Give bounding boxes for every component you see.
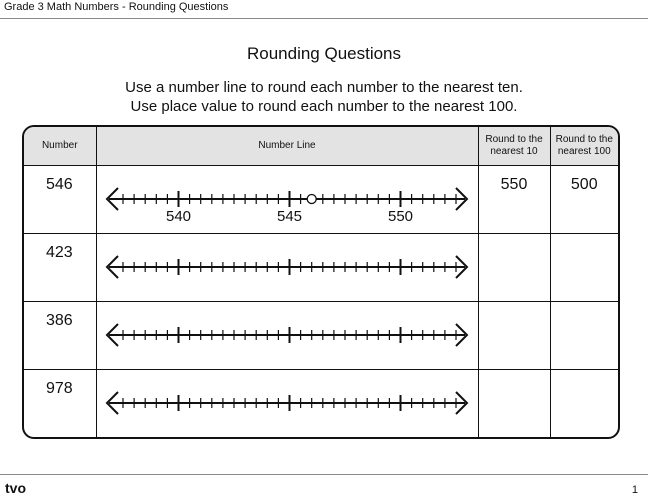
marked-point: [307, 195, 316, 204]
table-row: [24, 370, 618, 437]
round-10-answer[interactable]: [478, 370, 550, 437]
round-100-answer[interactable]: [550, 302, 618, 370]
number-line-label: 545: [276, 208, 302, 225]
round-10-answer[interactable]: [478, 234, 550, 302]
header-number-line: Number Line: [96, 127, 478, 166]
number-line-label: 550: [387, 208, 413, 225]
page-title: Rounding Questions: [246, 44, 402, 63]
instruction-line-2: Use place value to round each number to the nearest 100.: [130, 98, 518, 115]
header-round-10: Round to the nearest 10: [478, 127, 550, 166]
table-row: [24, 166, 618, 234]
header-divider: [0, 18, 648, 19]
number-line: [97, 234, 479, 300]
round-100-answer[interactable]: 500: [550, 166, 618, 234]
document-header: Grade 3 Math Numbers - Rounding Questions: [4, 1, 229, 13]
number-line-cell[interactable]: [96, 234, 478, 302]
footer-divider: [0, 474, 648, 475]
rounding-table: [22, 125, 620, 439]
header-round-100: Round to the nearest 100: [550, 127, 618, 166]
header-number: Number: [24, 127, 96, 166]
number-line-cell[interactable]: [96, 370, 478, 437]
number-line: [97, 302, 479, 368]
number-line: [97, 166, 479, 232]
round-100-answer[interactable]: [550, 370, 618, 437]
instruction-line-1: Use a number line to round each number to the nearest ten.: [125, 79, 523, 96]
number-cell: 978: [24, 370, 96, 437]
number-cell: 423: [24, 234, 96, 302]
tvo-logo: tvo: [5, 480, 26, 496]
round-100-answer[interactable]: [550, 234, 618, 302]
round-10-answer[interactable]: [478, 302, 550, 370]
page-number: 1: [631, 484, 638, 496]
number-line-cell[interactable]: [96, 166, 478, 234]
number-line: [97, 370, 479, 436]
number-cell: 386: [24, 302, 96, 370]
round-10-answer[interactable]: 550: [478, 166, 550, 234]
number-cell: 546: [24, 166, 96, 234]
number-line-label: 540: [165, 208, 191, 225]
number-line-cell[interactable]: [96, 302, 478, 370]
table-row: [24, 302, 618, 370]
table-row: [24, 234, 618, 302]
